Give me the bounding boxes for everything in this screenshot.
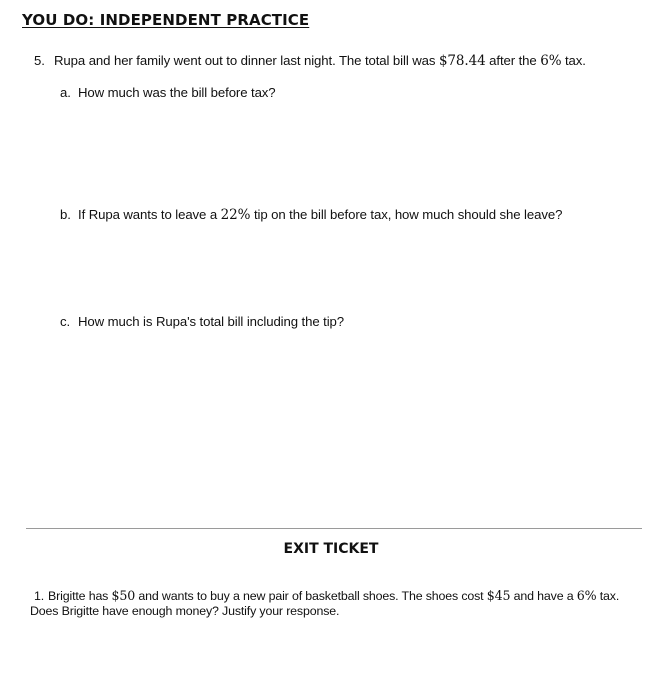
part-c-text: How much is Rupa's total bill including the tip? xyxy=(78,314,345,329)
shoe-cost: $45 xyxy=(486,588,511,603)
question-5-part-a xyxy=(60,85,276,100)
part-a-text: How much was the bill before tax? xyxy=(78,85,276,100)
section-heading: YOU DO: INDEPENDENT PRACTICE xyxy=(22,11,310,29)
exit-ticket-title: EXIT TICKET xyxy=(283,541,379,557)
part-b-text-start: If Rupa wants to leave a xyxy=(78,207,221,222)
exit-ticket-question xyxy=(30,588,640,619)
money-amount: $50 xyxy=(111,588,136,603)
part-b-text-end: tip on the bill before tax, how much should she leave? xyxy=(250,207,563,222)
exit-text-2: and wants to buy a new pair of basketball shoes. The shoes cost xyxy=(135,589,487,603)
part-letter: b. xyxy=(60,207,71,222)
total-amount: $78.44 xyxy=(438,53,486,69)
question-5-part-c xyxy=(60,314,344,329)
section-divider xyxy=(26,528,642,529)
question-text-start: Rupa and her family went out to dinner last night. The total bill was xyxy=(54,53,439,68)
question-text-end: tax. xyxy=(561,53,586,68)
question-number: 5. xyxy=(34,53,45,68)
exit-question-number: 1. xyxy=(34,589,45,603)
exit-text-3: and have a xyxy=(510,589,577,603)
question-5-part-b xyxy=(60,207,562,223)
question-text-middle: after the xyxy=(485,53,541,68)
part-letter: c. xyxy=(60,314,71,329)
part-letter: a. xyxy=(60,85,71,100)
question-5 xyxy=(34,53,586,69)
exit-text-4: tax. Does Brigitte have enough money? Justify your response. xyxy=(30,589,620,618)
exit-tax-rate: 6% xyxy=(576,588,597,603)
tip-rate: 22% xyxy=(220,207,251,223)
exit-text-1: Brigitte has xyxy=(48,589,112,603)
tax-rate: 6% xyxy=(540,53,562,69)
